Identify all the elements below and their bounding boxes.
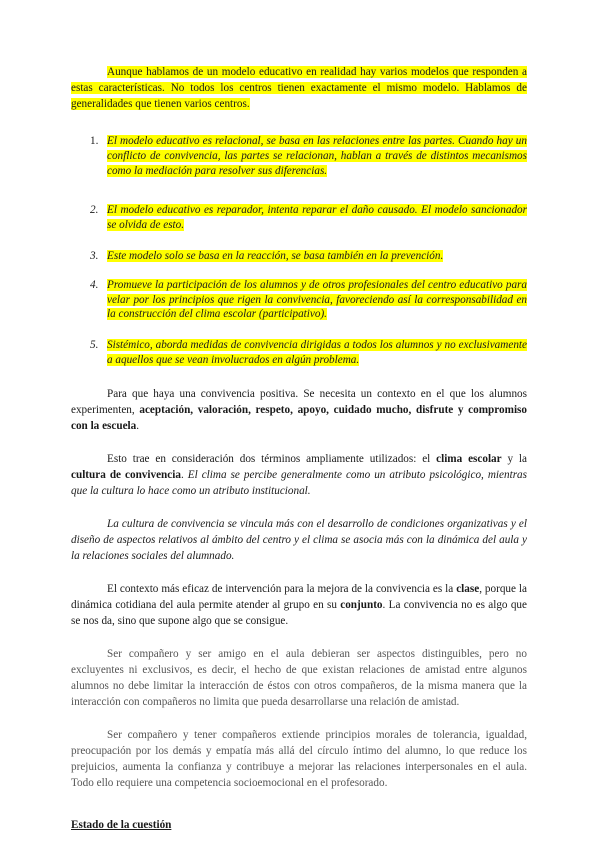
model-characteristics-list xyxy=(71,134,527,368)
intro-paragraph xyxy=(71,64,527,112)
p4-bold-conjunto: conjunto xyxy=(340,598,383,611)
p1-text: Para que haya una convivencia positiva. Se necesita un contexto en el que los alumnos experimenten, xyxy=(71,387,527,416)
p2-bold-cultura: cultura de convivencia xyxy=(71,468,181,481)
list-number-4: 4. xyxy=(90,278,99,291)
list-item-5 xyxy=(71,338,527,368)
p4-bold-clase: clase xyxy=(456,582,480,595)
p2-text-2: y la xyxy=(501,452,527,465)
companion-friend-paragraph: Ser compañero y ser amigo en el aula debieran ser aspectos distinguibles, pero no excluyentes ni exclusivos, es decir, el hecho de que existan relaciones de amistad entre algunos alumnos no debe limitar la interacción de éstos con otros compañeros, de la misma manera que la interacción con compañeros no limita que pueda desarrollarse una relación de amistad. xyxy=(71,647,527,708)
p4-text: El contexto más eficaz de intervención para la mejora de la convivencia es la xyxy=(107,582,457,595)
list-text-5: Sistémico, aborda medidas de convivencia dirigidas a todos los alumnos y no exclusivamente a aquellos que se vean involucrados en algún problema. xyxy=(107,339,527,366)
intro-highlight: Aunque hablamos de un modelo educativo en realidad hay varios modelos que responden a estas características. No todos los centros tienen exactamente el mismo modelo. Hablamos de generalidades que tienen varios centros. xyxy=(71,66,527,110)
list-item-2 xyxy=(71,203,527,233)
list-item-1 xyxy=(71,134,527,178)
p2-bold-clima: clima escolar xyxy=(436,452,502,465)
list-text-4: Promueve la participación de los alumnos y de otros profesionales del centro educativo para velar por los principios que rigen la convivencia, favoreciendo así la corresponsabilidad en la construcción del clima escolar (participativo). xyxy=(107,278,527,321)
p2-text-3: . xyxy=(180,468,188,481)
list-text-2: El modelo educativo es reparador, intenta reparar el daño causado. El modelo sancionador se olvida de esto. xyxy=(107,204,527,232)
culture-paragraph xyxy=(71,516,527,564)
document-page xyxy=(71,64,527,833)
terms-paragraph xyxy=(71,451,527,499)
p4-text-2: , porque la dinámica cotidiana del aula permite atender al grupo en su xyxy=(71,582,527,611)
p1-bold: aceptación, valoración, respeto, apoyo, cuidado mucho, disfrute y compromiso con la escuela xyxy=(71,403,527,432)
p3-italic: La cultura de convivencia se vincula más con el desarrollo de condiciones organizativas y el diseño de aspectos relativos al ámbito del centro y el clima se asocia más con la dinámica del aula y la relaciones sociales del alumnado. xyxy=(71,517,527,562)
p4-text-3: . La convivencia no es algo que se nos da, sino que supone algo que se consigue. xyxy=(71,598,527,627)
positive-coexistence-paragraph xyxy=(71,386,527,434)
list-text-3: Este modelo solo se basa en la reacción, se basa también en la prevención. xyxy=(107,249,444,262)
context-paragraph xyxy=(71,581,527,629)
p1-end: . xyxy=(136,419,140,432)
list-item-4 xyxy=(71,278,527,322)
p2-text: Esto trae en consideración dos términos ampliamente utilizados: el xyxy=(107,452,437,465)
list-text-1: El modelo educativo es relacional, se basa en las relaciones entre las partes. Cuando hay un conflicto de convivencia, las partes se relacionan, hablan a través de distintos mecanismos como la mediación para resolver sus diferencias. xyxy=(107,135,527,177)
list-number-3: 3. xyxy=(90,249,99,262)
section-heading: Estado de la cuestión xyxy=(71,818,172,831)
list-number-2: 2. xyxy=(90,204,99,217)
list-number-1: 1. xyxy=(90,135,99,147)
p2-italic: El clima se percibe generalmente como un atributo psicológico, mientras que la cultura lo hace como un atributo institucional. xyxy=(71,468,527,497)
list-item-3 xyxy=(71,249,527,264)
list-number-5: 5. xyxy=(90,339,99,352)
companion-principles-paragraph: Ser compañero y tener compañeros extiende principios morales de tolerancia, igualdad, preocupación por los demás y empatía más allá del círculo íntimo del alumno, lo que reduce los prejuicios, aumenta la confianza y contribuye a mejorar las relaciones interpersonales en el aula. Todo ello requiere una competencia socioemocional en el profesorado. xyxy=(71,728,527,789)
